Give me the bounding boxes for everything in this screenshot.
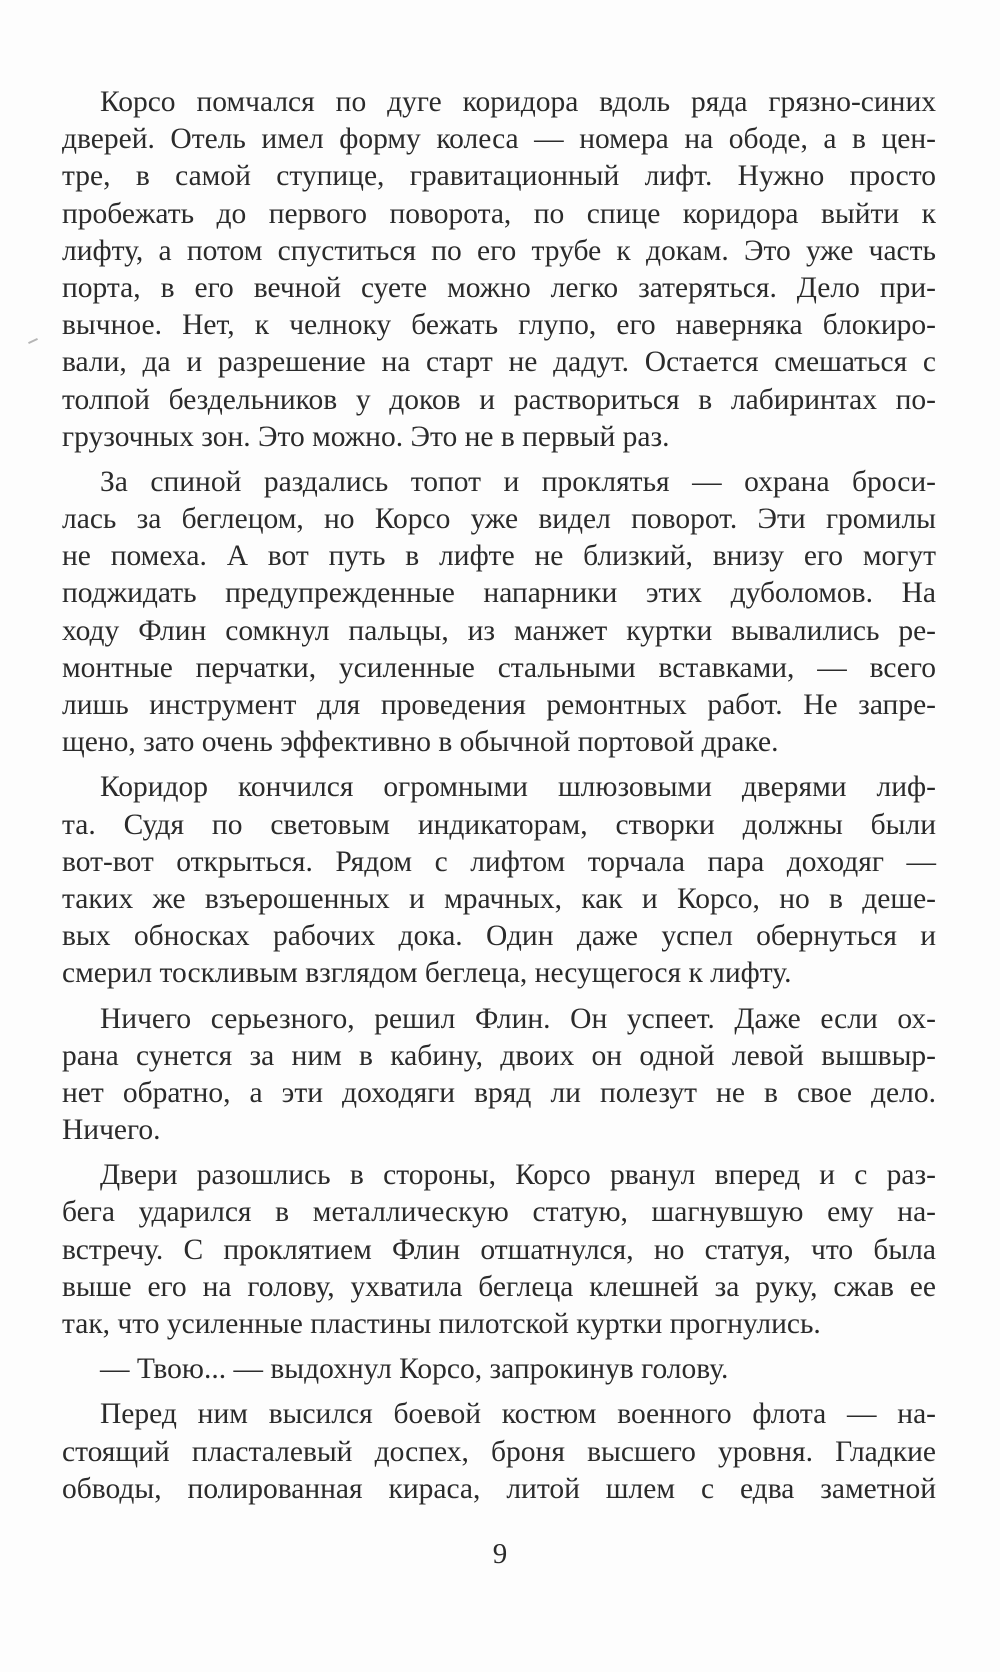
text-line: поджидать предупрежденные напарники этих дуболомов. На bbox=[62, 577, 936, 610]
text-line: лась за беглецом, но Корсо уже видел поворот. Эти громилы bbox=[62, 503, 936, 536]
text-line: обводы, полированная кираса, литой шлем с едва заметной bbox=[62, 1472, 936, 1505]
body-text bbox=[62, 84, 936, 1508]
paragraph bbox=[62, 769, 936, 992]
paragraph-gap bbox=[62, 993, 936, 1001]
text-line: тре, в самой ступице, гравитационный лифт. Нужно просто bbox=[62, 160, 936, 193]
paragraph-gap bbox=[62, 1149, 936, 1157]
text-line: та. Судя по световым индикаторам, створки должны были bbox=[62, 808, 936, 841]
paragraph bbox=[62, 464, 936, 762]
text-line: За спиной раздались топот и проклятья — охрана броси- bbox=[100, 465, 936, 498]
text-line: ходу Флин сомкнул пальцы, из манжет куртки вывалились ре- bbox=[62, 614, 936, 647]
text-line: вот-вот открыться. Рядом с лифтом торчала пара доходяг — bbox=[62, 845, 936, 878]
text-line: рана сунется за ним в кабину, двоих он одной левой вышвыр- bbox=[62, 1039, 936, 1072]
text-line: Двери разошлись в стороны, Корсо рванул вперед и с раз- bbox=[100, 1159, 936, 1192]
text-line: лифту, а потом спуститься по его трубе к докам. Это уже часть bbox=[62, 234, 936, 267]
paragraph-gap bbox=[62, 1388, 936, 1396]
text-line: лишь инструмент для проведения ремонтных работ. Не запре- bbox=[62, 689, 936, 721]
text-line: нет обратно, а эти доходяги вряд ли полезут не в свое дело. bbox=[62, 1076, 936, 1109]
text-line: вали, да и разрешение на старт не дадут. Остается смешаться с bbox=[62, 346, 936, 379]
text-line: встречу. С проклятием Флин отшатнулся, но статуя, что была bbox=[62, 1233, 936, 1266]
text-line: вых обносках рабочих дока. Один даже успел обернуться и bbox=[62, 920, 936, 953]
text-line: так, что усиленные пластины пилотской куртки прогнулись. bbox=[62, 1308, 821, 1340]
paragraph bbox=[62, 1396, 936, 1508]
paragraph-gap bbox=[62, 456, 936, 464]
text-line: бега ударился в металлическую статую, шагнувшую ему на- bbox=[62, 1196, 936, 1229]
paragraph bbox=[62, 1351, 936, 1388]
text-line: Ничего. bbox=[62, 1114, 161, 1147]
paragraph-gap bbox=[62, 1343, 936, 1351]
page-number: 9 bbox=[492, 1538, 508, 1570]
text-line: таких же взъерошенных и мрачных, как и Корсо, но в деше- bbox=[62, 882, 936, 915]
paragraph bbox=[62, 84, 936, 456]
text-line: стоящий пласталевый доспех, броня высшего уровня. Гладкие bbox=[62, 1435, 936, 1468]
paragraph bbox=[62, 1157, 936, 1343]
text-line: не помеха. А вот путь в лифте не близкий, внизу его могут bbox=[62, 540, 936, 573]
text-line: толпой бездельников у доков и раствориться в лабиринтах по- bbox=[62, 383, 936, 416]
text-line: — Твою... — выдохнул Корсо, запрокинув голову. bbox=[100, 1353, 729, 1386]
text-line: порта, в его вечной суете можно легко затеряться. Дело при- bbox=[62, 271, 936, 304]
text-line: вычное. Нет, к челноку бежать глупо, его наверняка блокиро- bbox=[62, 309, 936, 342]
paragraph bbox=[62, 1001, 936, 1150]
text-line: пробежать до первого поворота, по спице коридора выйти к bbox=[62, 197, 936, 230]
text-line: смерил тоскливым взглядом беглеца, несущегося к лифту. bbox=[62, 957, 792, 990]
text-line: Коридор кончился огромными шлюзовыми дверями лиф- bbox=[100, 771, 936, 804]
text-line: монтные перчатки, усиленные стальными вставками, — всего bbox=[62, 651, 936, 684]
paragraph-gap bbox=[62, 761, 936, 769]
text-line: Перед ним высился боевой костюм военного флота — на- bbox=[100, 1398, 936, 1431]
paper-speck bbox=[28, 338, 38, 344]
text-line: дверей. Отель имел форму колеса — номера на ободе, а в цен- bbox=[62, 123, 936, 156]
text-line: щено, зато очень эффективно в обычной портовой драке. bbox=[62, 726, 779, 759]
text-line: грузочных зон. Это можно. Это не в первый раз. bbox=[62, 420, 670, 453]
text-line: Ничего серьезного, решил Флин. Он успеет. Даже если ох- bbox=[100, 1002, 936, 1035]
text-line: выше его на голову, ухватила беглеца клешней за руку, сжав ее bbox=[62, 1270, 936, 1303]
text-line: Корсо помчался по дуге коридора вдоль ряда грязно-синих bbox=[100, 86, 936, 118]
